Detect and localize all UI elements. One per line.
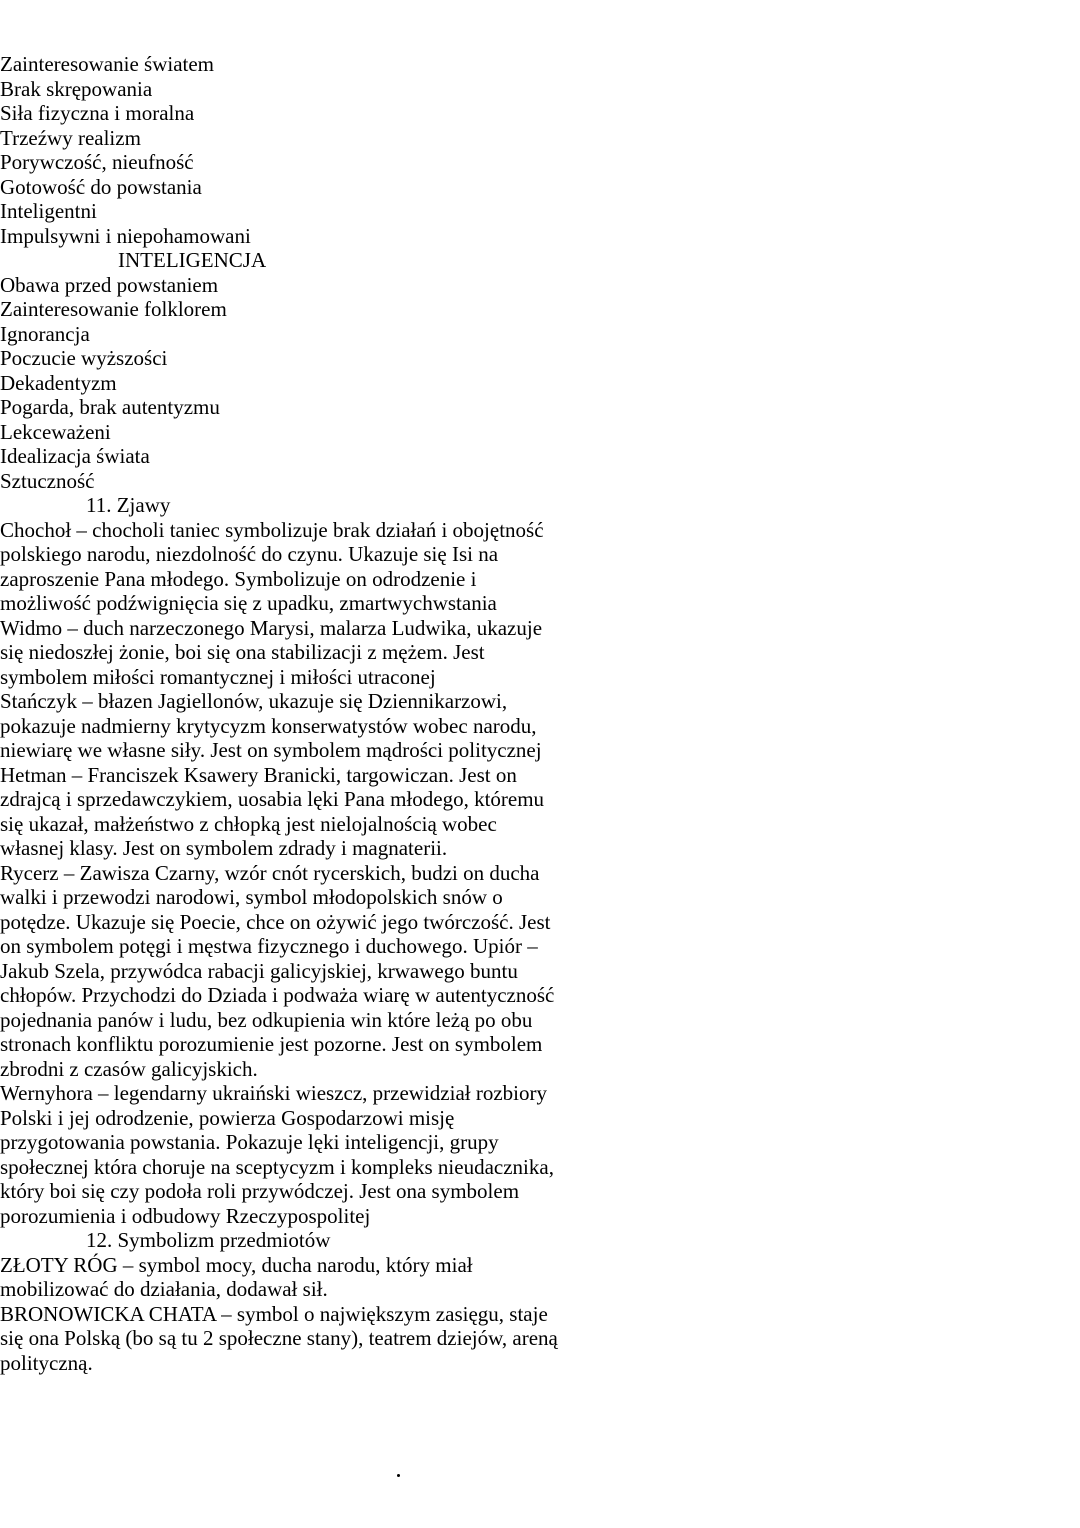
list-item: Chochoł – chocholi taniec symbolizuje brak działań i obojętność polskiego narodu, niezdolność do czynu. Ukazuje się Isi na zaproszenie Pana młodego. Symbolizuje on odrodzenie i możliwość podźwignięcia się z upadku, zmartwychwstania [0,518,560,616]
list-item: Pogarda, brak autentyzmu [0,395,560,420]
list-item: Porywczość, nieufność [0,150,560,175]
list-item: ZŁOTY RÓG – symbol mocy, ducha narodu, który miał mobilizować do działania, dodawał sił. [0,1253,560,1302]
list-item: Gotowość do powstania [0,175,560,200]
list-item: Widmo – duch narzeczonego Marysi, malarza Ludwika, ukazuje się niedoszłej żonie, boi się ona stabilizacji z mężem. Jest symbolem miłości romantycznej i miłości utraconej [0,616,560,690]
document-page [0,52,1080,1375]
first-bullet-list [0,52,560,248]
list-item: Poczucie wyższości [0,346,560,371]
section-11-heading: 11. Zjawy [86,493,171,517]
list-item: Zainteresowanie światem [0,52,560,77]
list-item: Impulsywni i niepohamowani [0,224,560,249]
inteligencja-list [0,273,560,494]
list-item: Trzeźwy realizm [0,126,560,151]
page-dot-mark [397,1474,400,1477]
list-item: BRONOWICKA CHATA – symbol o największym zasięgu, staje się ona Polską (bo są tu 2 społeczne stany), teatrem dziejów, areną polityczną. [0,1302,560,1376]
section-12-heading: 12. Symbolizm przedmiotów [86,1228,331,1252]
list-item: Siła fizyczna i moralna [0,101,560,126]
list-item: Brak skrępowania [0,77,560,102]
list-item: Stańczyk – błazen Jagiellonów, ukazuje się Dziennikarzowi, pokazuje nadmierny krytycyzm konserwatystów wobec narodu, niewiarę we własne siły. Jest on symbolem mądrości politycznej Hetman – Franciszek Ksawery Branicki, targowiczan. Jest on zdrajcą i sprzedawczykiem, uosabia lęki Pana młodego, któremu się ukazał, małżeństwo z chłopką jest nielojalnością wobec własnej klasy. Jest on symbolem zdrady i magnaterii. [0,689,560,861]
list-item: Obawa przed powstaniem [0,273,560,298]
list-item: Sztuczność [0,469,560,494]
list-item: Inteligentni [0,199,560,224]
symbolizm-list [0,1253,560,1376]
list-item: Wernyhora – legendarny ukraiński wieszcz, przewidział rozbiory Polski i jej odrodzenie, powierza Gospodarzowi misję przygotowania powstania. Pokazuje lęki inteligencji, grupy społecznej która choruje na sceptycyzm i kompleks nieudacznika, który boi się czy podoła roli przywódczej. Jest ona symbolem porozumienia i odbudowy Rzeczypospolitej [0,1081,560,1228]
list-item: Lekceważeni [0,420,560,445]
list-item: Zainteresowanie folklorem [0,297,560,322]
list-item: Ignorancja [0,322,560,347]
zjawy-list [0,518,560,1229]
list-item: Rycerz – Zawisza Czarny, wzór cnót rycerskich, budzi on ducha walki i przewodzi narodowi, symbol młodopolskich snów o potędze. Ukazuje się Poecie, chce on ożywić jego twórczość. Jest on symbolem potęgi i męstwa fizycznego i duchowego. Upiór – Jakub Szela, przywódca rabacji galicyjskiej, krwawego buntu chłopów. Przychodzi do Dziada i podważa wiarę w autentyczność pojednania panów i ludu, bez odkupienia win które leżą po obu stronach konfliktu porozumienie jest pozorne. Jest on symbolem zbrodni z czasów galicyjskich. [0,861,560,1082]
list-item: Idealizacja świata [0,444,560,469]
list-item: Dekadentyzm [0,371,560,396]
inteligencja-heading: INTELIGENCJA [118,248,267,272]
